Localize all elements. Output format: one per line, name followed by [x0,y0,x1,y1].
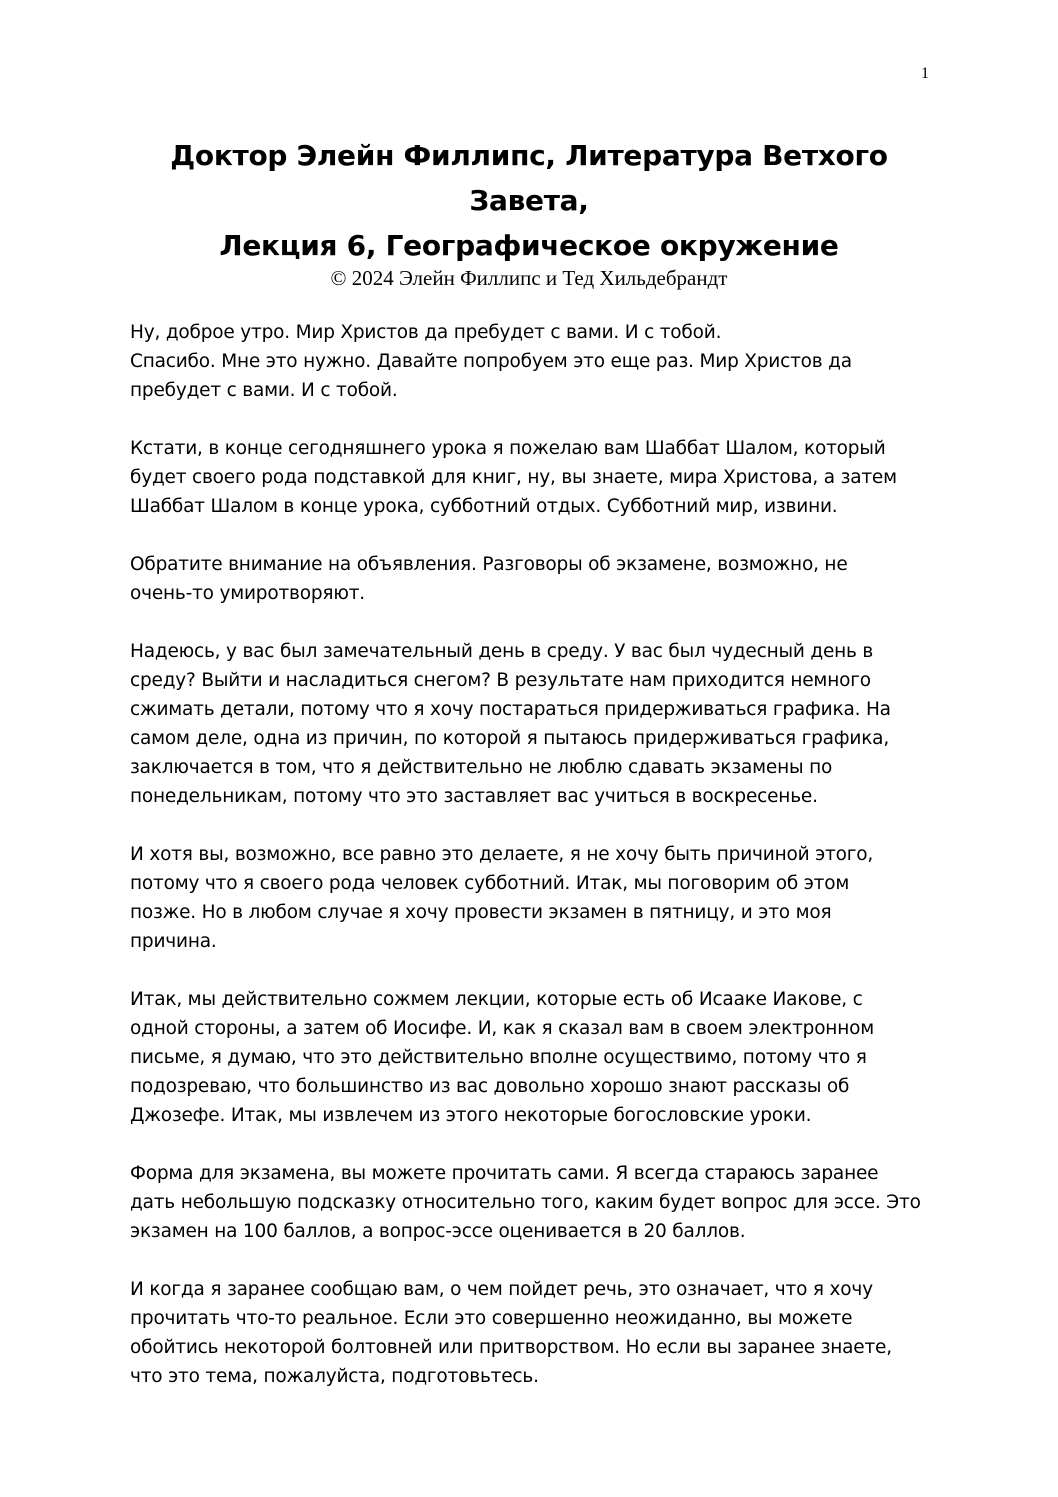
document-title-line-1: Доктор Элейн Филлипс, Литература Ветхого [170,139,888,172]
paragraph-7: Форма для экзамена, вы можете прочитать сами. Я всегда стараюсь заранее дать небольшую подсказку относительно того, каким будет вопрос для эссе. Это экзамен на 100 баллов, а вопрос-эссе оценивается в 20 баллов. [130,1163,921,1242]
lecture-body [130,318,930,1420]
title-block [100,133,958,290]
page-number: 1 [921,65,929,82]
paragraph-4: Надеюсь, у вас был замечательный день в среду. У вас был чудесный день в среду? Выйти и насладиться снегом? В результате нам приходится немного сжимать детали, потому что я хочу постараться придерживаться графика. На самом деле, одна из причин, по которой я пытаюсь придерживаться графика, заключается в том, что я действительно не люблю сдавать экзамены по понедельникам, потому что это заставляет вас учиться в воскресенье. [130,641,891,807]
copyright-notice: © 2024 Элейн Филлипс и Тед Хильдебрандт [330,266,728,290]
paragraph-8: И когда я заранее сообщаю вам, о чем пойдет речь, это означает, что я хочу прочитать что-то реальное. Если это совершенно неожиданно, вы можете обойтись некоторой болтовней или притворством. Но если вы заранее знаете, что это тема, пожалуйста, подготовьтесь. [130,1279,892,1387]
paragraph-2: Кстати, в конце сегодняшнего урока я пожелаю вам Шаббат Шалом, который будет своего рода подставкой для книг, ну, вы знаете, мира Христова, а затем Шаббат Шалом в конце урока, субботний отдых. Субботний мир, извини. [130,438,897,517]
paragraph-1: Ну, доброе утро. Мир Христов да пребудет с вами. И с тобой. Спасибо. Мне это нужно. Давайте попробуем это еще раз. Мир Христов да пребудет с вами. И с тобой. [130,322,852,401]
paragraph-5: И хотя вы, возможно, все равно это делаете, я не хочу быть причиной этого, потому что я своего рода человек субботний. Итак, мы поговорим об этом позже. Но в любом случае я хочу провести экзамен в пятницу, и это моя причина. [130,844,874,952]
paragraph-3: Обратите внимание на объявления. Разговоры об экзамене, возможно, не очень-то умиротворяют. [130,554,848,604]
paragraph-6: Итак, мы действительно сожмем лекции, которые есть об Исааке Иакове, с одной стороны, а затем об Иосифе. И, как я сказал вам в своем электронном письме, я думаю, что это действительно вполне осуществимо, потому что я подозреваю, что большинство из вас довольно хорошо знают рассказы об Джозефе. Итак, мы извлечем из этого некоторые богословские уроки. [130,989,874,1126]
document-title-line-3: Лекция 6, Географическое окружение [219,229,839,262]
document-title-line-2: Завета, [469,184,589,217]
